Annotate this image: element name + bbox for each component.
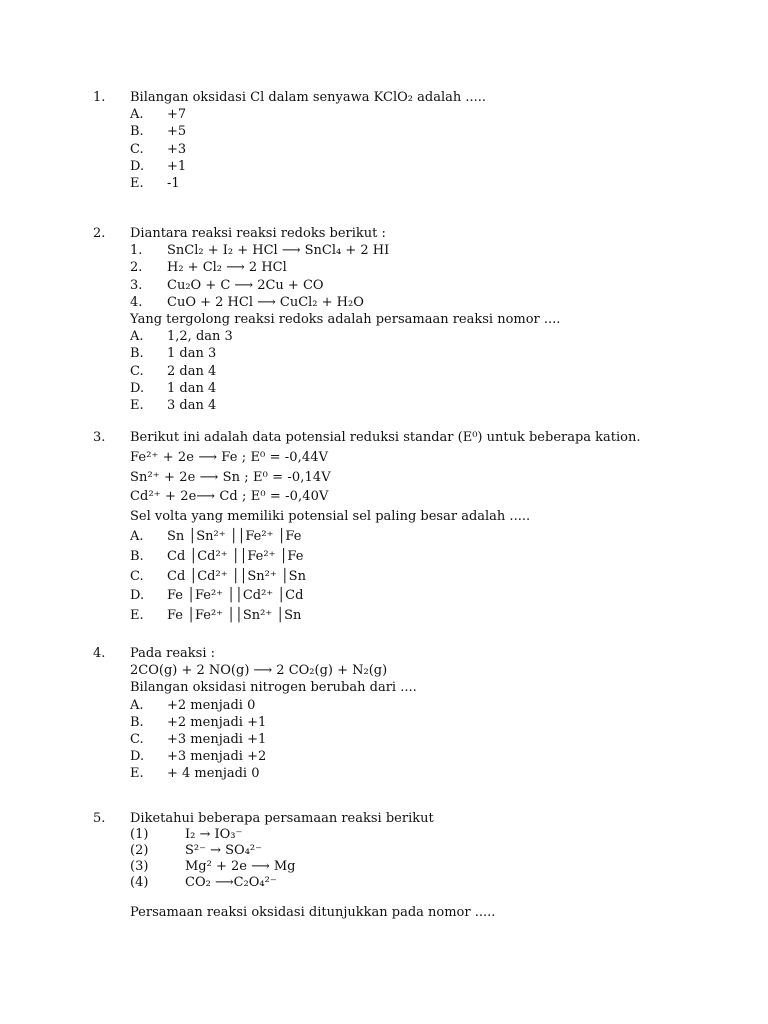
option-label: B.: [130, 124, 144, 140]
option-text: +5: [167, 124, 187, 140]
option-e: [0, 606, 768, 626]
question-prompt: Bilangan oksidasi Cl dalam senyawa KClO₂ adalah .....: [130, 90, 487, 105]
option-d: [0, 586, 768, 606]
option-label: A.: [130, 107, 144, 123]
option-b: [0, 547, 768, 567]
question-stem: [0, 311, 768, 328]
option-text: +2 menjadi 0: [167, 697, 256, 713]
option-label: D.: [130, 158, 145, 174]
option-label: C.: [130, 731, 144, 747]
item-label: 4.: [130, 294, 143, 310]
question-number: 5.: [93, 811, 106, 826]
option-label: D.: [130, 588, 145, 604]
item-label: (1): [130, 827, 149, 843]
reaction-item-3: [0, 859, 768, 875]
option-c: [0, 363, 768, 380]
question-3-header: [0, 428, 768, 448]
question-number: 1.: [93, 90, 106, 105]
question-4: [0, 645, 768, 783]
item-label: (2): [130, 842, 149, 858]
option-label: C.: [130, 363, 144, 379]
reaction-item-4: [0, 875, 768, 891]
option-label: D.: [130, 749, 145, 765]
question-stem: [0, 507, 768, 527]
question-stem: [0, 679, 768, 696]
item-label: 1.: [130, 243, 143, 259]
option-label: E.: [130, 766, 144, 782]
option-label: C.: [130, 141, 144, 157]
item-text: SnCl₂ + I₂ + HCl ⟶ SnCl₄ + 2 HI: [167, 243, 390, 259]
item-text: CuO + 2 HCl ⟶ CuCl₂ + H₂O: [167, 294, 364, 310]
item-label: 2.: [130, 260, 143, 276]
question-text: Sel volta yang memiliki potensial sel paling besar adalah .....: [130, 509, 531, 525]
question-1: [0, 89, 768, 192]
item-text: Cu₂O + C ⟶ 2Cu + CO: [167, 277, 324, 293]
question-text: Bilangan oksidasi nitrogen berubah dari ....: [130, 680, 417, 696]
option-c: [0, 567, 768, 587]
option-text: 1 dan 4: [167, 380, 217, 396]
question-5: [0, 810, 768, 922]
item-label: (3): [130, 858, 149, 874]
option-text: Cd │Cd²⁺ ││Fe²⁺ │Fe: [167, 548, 304, 564]
option-a: [0, 527, 768, 547]
option-text: +1: [167, 158, 187, 174]
question-1-header: [0, 89, 768, 106]
option-text: +7: [167, 107, 187, 123]
question-prompt: Diketahui beberapa persamaan reaksi berikut: [130, 811, 434, 826]
question-4-header: [0, 645, 768, 662]
item-text: I₂ → IO₃⁻: [185, 827, 243, 843]
option-text: Fe │Fe²⁺ ││Sn²⁺ │Sn: [167, 608, 302, 624]
option-text: 3 dan 4: [167, 397, 217, 413]
option-b: [0, 714, 768, 731]
question-text: Persamaan reaksi oksidasi ditunjukkan pada nomor .....: [130, 905, 496, 921]
reaction-item-1: [0, 827, 768, 843]
option-label: E.: [130, 608, 144, 624]
option-e: [0, 765, 768, 782]
option-label: E.: [130, 175, 144, 191]
option-text: + 4 menjadi 0: [167, 766, 260, 782]
item-text: H₂ + Cl₂ ⟶ 2 HCl: [167, 260, 287, 276]
option-b: [0, 345, 768, 362]
option-c: [0, 141, 768, 158]
option-label: A.: [130, 697, 144, 713]
option-text: 1 dan 3: [167, 346, 217, 362]
reaction-equation: [0, 662, 768, 679]
option-text: Cd │Cd²⁺ ││Sn²⁺ │Sn: [167, 568, 306, 584]
potential-line-2: [0, 468, 768, 488]
potential-text: Fe²⁺ + 2e ⟶ Fe ; E⁰ = -0,44V: [130, 449, 329, 465]
equation-text: 2CO(g) + 2 NO(g) ⟶ 2 CO₂(g) + N₂(g): [130, 663, 388, 679]
option-d: [0, 380, 768, 397]
option-label: D.: [130, 380, 145, 396]
question-prompt: Diantara reaksi reaksi redoks berikut :: [130, 226, 386, 241]
reaction-item-3: [0, 277, 768, 294]
reaction-item-2: [0, 259, 768, 276]
option-label: C.: [130, 568, 144, 584]
option-text: Fe │Fe²⁺ ││Cd²⁺ │Cd: [167, 588, 304, 604]
option-a: [0, 106, 768, 123]
item-text: CO₂ ⟶C₂O₄²⁻: [185, 874, 277, 890]
question-2: [0, 225, 768, 414]
question-3: [0, 428, 768, 626]
potential-line-1: [0, 448, 768, 468]
option-a: [0, 328, 768, 345]
option-label: A.: [130, 528, 144, 544]
option-text: +2 menjadi +1: [167, 714, 267, 730]
spacer: [0, 890, 768, 904]
option-text: +3: [167, 141, 187, 157]
item-text: S²⁻ → SO₄²⁻: [185, 842, 262, 858]
option-label: B.: [130, 346, 144, 362]
option-text: +3 menjadi +1: [167, 731, 267, 747]
reaction-item-1: [0, 242, 768, 259]
option-text: +3 menjadi +2: [167, 749, 267, 765]
potential-text: Cd²⁺ + 2e⟶ Cd ; E⁰ = -0,40V: [130, 489, 329, 505]
question-prompt: Berikut ini adalah data potensial reduksi standar (E⁰) untuk beberapa kation.: [130, 430, 641, 445]
option-e: [0, 175, 768, 192]
option-a: [0, 697, 768, 714]
option-label: B.: [130, 548, 144, 564]
question-2-header: [0, 225, 768, 242]
option-label: E.: [130, 397, 144, 413]
option-text: -1: [167, 175, 180, 191]
question-number: 3.: [93, 430, 106, 445]
question-number: 4.: [93, 646, 106, 661]
question-number: 2.: [93, 226, 106, 241]
reaction-item-2: [0, 843, 768, 859]
item-text: Mg² + 2e ⟶ Mg: [185, 858, 296, 874]
option-text: 1,2, dan 3: [167, 329, 233, 345]
option-d: [0, 748, 768, 765]
potential-text: Sn²⁺ + 2e ⟶ Sn ; E⁰ = -0,14V: [130, 469, 331, 485]
reaction-item-4: [0, 294, 768, 311]
item-label: (4): [130, 874, 149, 890]
potential-line-3: [0, 487, 768, 507]
option-e: [0, 397, 768, 414]
option-b: [0, 123, 768, 140]
question-prompt: Pada reaksi :: [130, 646, 215, 661]
option-text: Sn │Sn²⁺ ││Fe²⁺ │Fe: [167, 528, 302, 544]
option-label: A.: [130, 329, 144, 345]
option-c: [0, 731, 768, 748]
item-label: 3.: [130, 277, 143, 293]
question-5-header: [0, 810, 768, 827]
option-d: [0, 158, 768, 175]
option-text: 2 dan 4: [167, 363, 217, 379]
question-stem: [0, 904, 768, 921]
option-label: B.: [130, 714, 144, 730]
question-text: Yang tergolong reaksi redoks adalah persamaan reaksi nomor ....: [130, 311, 561, 327]
